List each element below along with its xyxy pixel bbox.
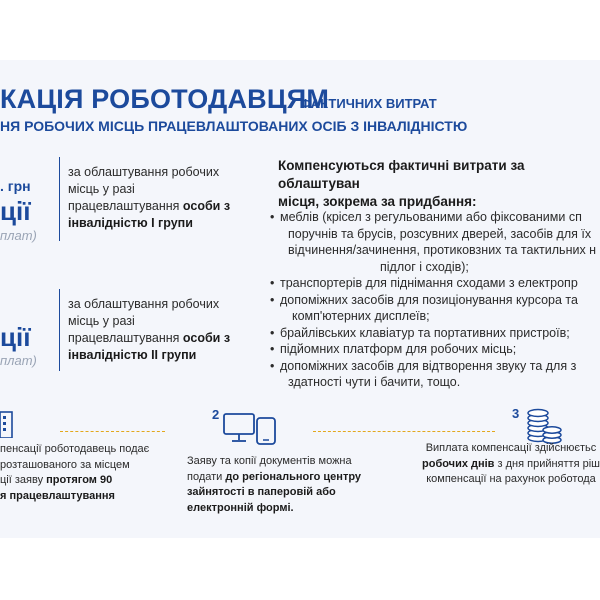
list-item: • брайлівських клавіатур та портативних пристроїв;: [270, 325, 570, 340]
list-item: • меблів (крісел з регульованими або фіксованими сп поручнів та брусів, розсувних дверей, засобів для їх відчинення/зачинення, протиковзних та тактильних н підлог і сходів);: [270, 210, 597, 274]
title-side-text: ФАКТИЧНИХ ВИТРАТ: [300, 96, 437, 111]
divider-line-2: [59, 289, 60, 371]
page-title: КАЦІЯ РОБОТОДАВЦЯМ: [0, 84, 330, 114]
compensation-list: [270, 209, 600, 391]
amount-first: ції: [0, 196, 31, 226]
page-subtitle: НЯ РОБОЧИХ МІСЦЬ ПРАЦЕВЛАШТОВАНИХ ОСІБ З ІНВАЛІДНІСТЮ: [0, 118, 468, 134]
building-icon: [0, 410, 14, 438]
group-2-description: за облаштування робочих місць у разі працевлаштування особи з інвалідністю II групи: [68, 297, 231, 362]
amount-unit: . грн: [0, 178, 31, 194]
amount-second: ції: [0, 322, 31, 352]
list-item: • підйомних платформ для робочих місць;: [270, 342, 517, 356]
step-3-text: Виплата компенсації здійснюєтьс робочих днів з дня прийняття ріш компенсації на рахунок роботода: [422, 442, 600, 485]
amount-second-note: плат): [0, 353, 37, 368]
step-connector-1: [60, 431, 165, 432]
divider-line-1: [59, 157, 60, 241]
step-2-text: Заяву та копії документів можна подати до регіонального центру зайнятості в паперовій або електронній формі.: [187, 455, 362, 514]
step-2-number: 2: [212, 407, 220, 422]
compensation-heading: Компенсуються фактичні витрати за облаштуван місця, зокрема за придбання:: [278, 158, 525, 209]
step-3-number: 3: [512, 406, 520, 421]
amount-first-note: плат): [0, 228, 37, 243]
group-1-description: за облаштування робочих місць у разі працевлаштування особи з інвалідністю I групи: [68, 165, 231, 230]
list-item: • допоміжних засобів для позиціонування курсора та комп'ютерних дисплеїв;: [270, 292, 578, 323]
step-1-text: пенсації роботодавець подає розташованого за місцем ції заяву протягом 90 я працевлаштування: [0, 443, 150, 502]
devices-icon: [223, 412, 277, 446]
list-item: • транспортерів для піднімання сходами з електропр: [270, 276, 578, 290]
step-connector-2: [313, 431, 495, 432]
infographic-panel: [0, 60, 600, 538]
list-item: • допоміжних засобів для відтворення звуку та для з здатності чути і бачити, тощо.: [270, 358, 577, 389]
